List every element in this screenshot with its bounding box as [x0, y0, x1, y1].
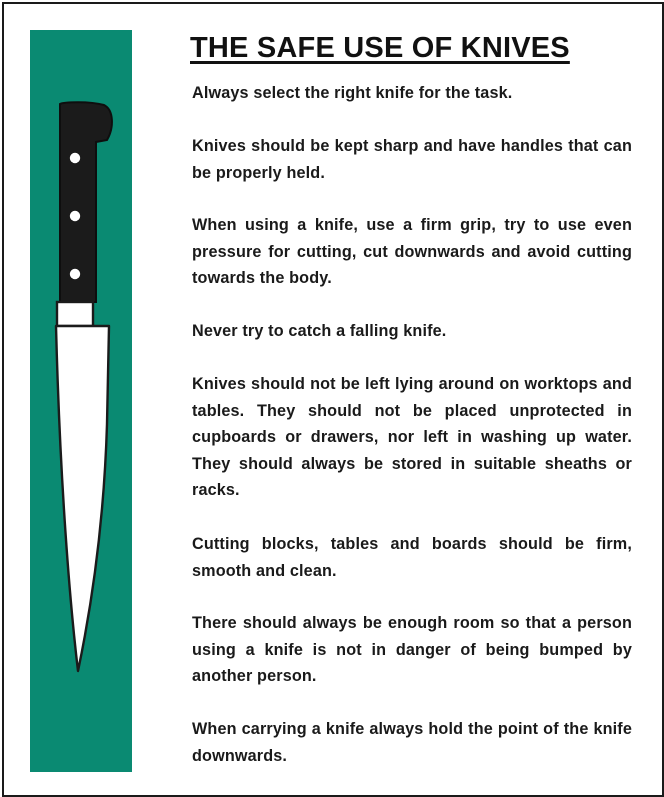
- safety-rule-6: Cutting blocks, tables and boards should be firm, smooth and clean.: [192, 535, 632, 580]
- knife-handle: [60, 102, 112, 302]
- safety-rule-1: Always select the right knife for the task.: [192, 84, 513, 102]
- rivet: [70, 153, 80, 163]
- rivet: [70, 211, 80, 221]
- sign-title: THE SAFE USE OF KNIVES: [190, 32, 570, 64]
- safety-rule-5: Knives should not be left lying around on worktops and tables. They should not be placed unprotected in cupboards or drawers, nor left in washing up water. They should always be stored in suitable sheaths or racks.: [192, 375, 632, 499]
- knife-blade: [56, 326, 109, 671]
- knife-bolster: [57, 302, 93, 326]
- safety-rule-4: Never try to catch a falling knife.: [192, 322, 447, 340]
- safety-sign: [2, 2, 664, 797]
- safety-rule-8: When carrying a knife always hold the point of the knife downwards.: [192, 720, 632, 765]
- rivet: [70, 269, 80, 279]
- safety-rule-7: There should always be enough room so that a person using a knife is not in danger of being bumped by another person.: [192, 614, 632, 685]
- safety-rule-2: Knives should be kept sharp and have handles that can be properly held.: [192, 137, 632, 182]
- kitchen-knife-icon: [4, 4, 144, 704]
- safety-rule-3: When using a knife, use a firm grip, try to use even pressure for cutting, cut downwards and avoid cutting towards the body.: [192, 216, 632, 287]
